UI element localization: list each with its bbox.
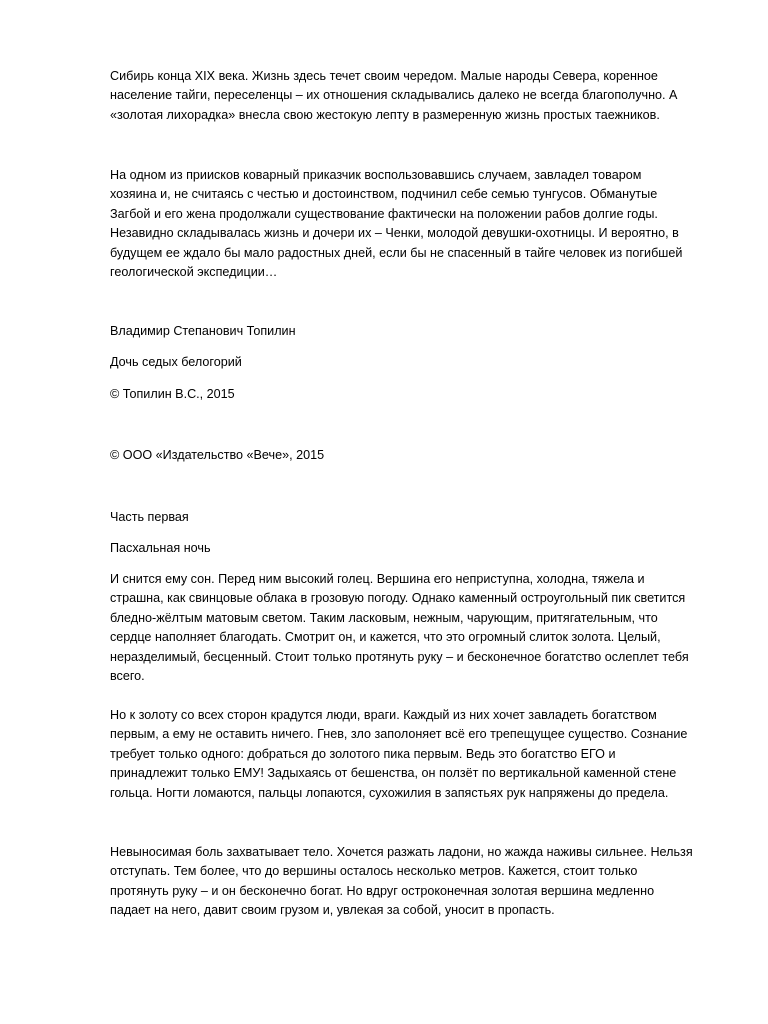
text-line: сердце наполняет благодать. Смотрит он, и кажется, что это огромный слиток золота. Целый, [110, 630, 661, 645]
text-line: будущем ее ждало бы мало радостных дней, если бы не спасенный в тайге человек из погибшей [110, 245, 683, 260]
text-line: геологической экспедиции… [110, 265, 278, 280]
text-line: Но к золоту со всех сторон крадутся люди, враги. Каждый из них хочет завладеть богатством [110, 708, 657, 722]
intro-paragraph [110, 67, 710, 125]
text-line: Сибирь конца XIX века. Жизнь здесь течет своим чередом. Малые народы Севера, коренное [110, 69, 658, 83]
text-line: население тайги, переселенцы – их отношения складывались далеко не всегда благополучно. А [110, 88, 678, 103]
book-title: Дочь седых белогорий [110, 355, 242, 369]
body-paragraph-2 [110, 706, 710, 803]
text-line: страшна, как свинцовые облака в грозовую погоду. Однако каменный остроугольный пик светится [110, 591, 686, 606]
text-line: падает на него, давит своим грузом и, увлекая за собой, уносит в пропасть. [110, 903, 555, 918]
text-line: Загбой и его жена продолжали существование фактически на положении рабов долгие годы. [110, 206, 658, 221]
text-line: всего. [110, 669, 145, 684]
part-title: Часть первая [110, 510, 189, 524]
text-line: И снится ему сон. Перед ним высокий голец. Вершина его неприступна, холодна, тяжела и [110, 572, 645, 586]
body-paragraph-3 [110, 843, 710, 921]
text-line: На одном из приисков коварный приказчик воспользовавшись случаем, завладел товаром [110, 168, 642, 182]
text-line: бледно-жёлтым матовым светом. Таким ласковым, нежным, чарующим, притягательным, что [110, 610, 658, 625]
text-line: Незавидно складывалась жизнь и дочери их – Ченки, молодой девушки-охотницы. И вероятно, в [110, 226, 679, 241]
text-line: Невыносимая боль захватывает тело. Хочется разжать ладони, но жажда наживы сильнее. Нельзя [110, 845, 693, 859]
text-line: гольца. Ногти ломаются, пальцы лопаются, сухожилия в запястьях рук напряжены до предела. [110, 785, 669, 800]
text-line: хозяина и, не считаясь с честью и достоинством, подчинил себе семью тунгусов. Обманутые [110, 187, 658, 202]
synopsis-paragraph [110, 166, 710, 282]
text-line: неразделимый, бесценный. Стоит только протянуть руку – и бесконечное богатство ослеплет тебя [110, 649, 689, 664]
text-line: «золотая лихорадка» внесла свою жестокую лепту в размеренную жизнь простых таежников. [110, 107, 660, 122]
chapter-title: Пасхальная ночь [110, 541, 211, 555]
text-line: требует только одного: добраться до золотого пика первым. Ведь это богатство ЕГО и [110, 746, 616, 761]
text-line: протянуть руку – и он бесконечно богат. Но вдруг остроконечная золотая вершина медленно [110, 883, 655, 898]
copyright-publisher: © ООО «Издательство «Вече», 2015 [110, 448, 325, 462]
copyright-author: © Топилин В.С., 2015 [110, 387, 235, 401]
author-name: Владимир Степанович Топилин [110, 324, 296, 338]
text-line: принадлежит только ЕМУ! Задыхаясь от бешенства, он ползёт по вертикальной каменной стене [110, 766, 677, 781]
text-line: первым, а ему не оставить ничего. Гнев, зло заполоняет всё его трепещущее существо. Сознание [110, 727, 688, 742]
body-paragraph-1 [110, 570, 710, 686]
text-line: отступать. Тем более, что до вершины осталось несколько метров. Кажется, стоит только [110, 864, 638, 879]
